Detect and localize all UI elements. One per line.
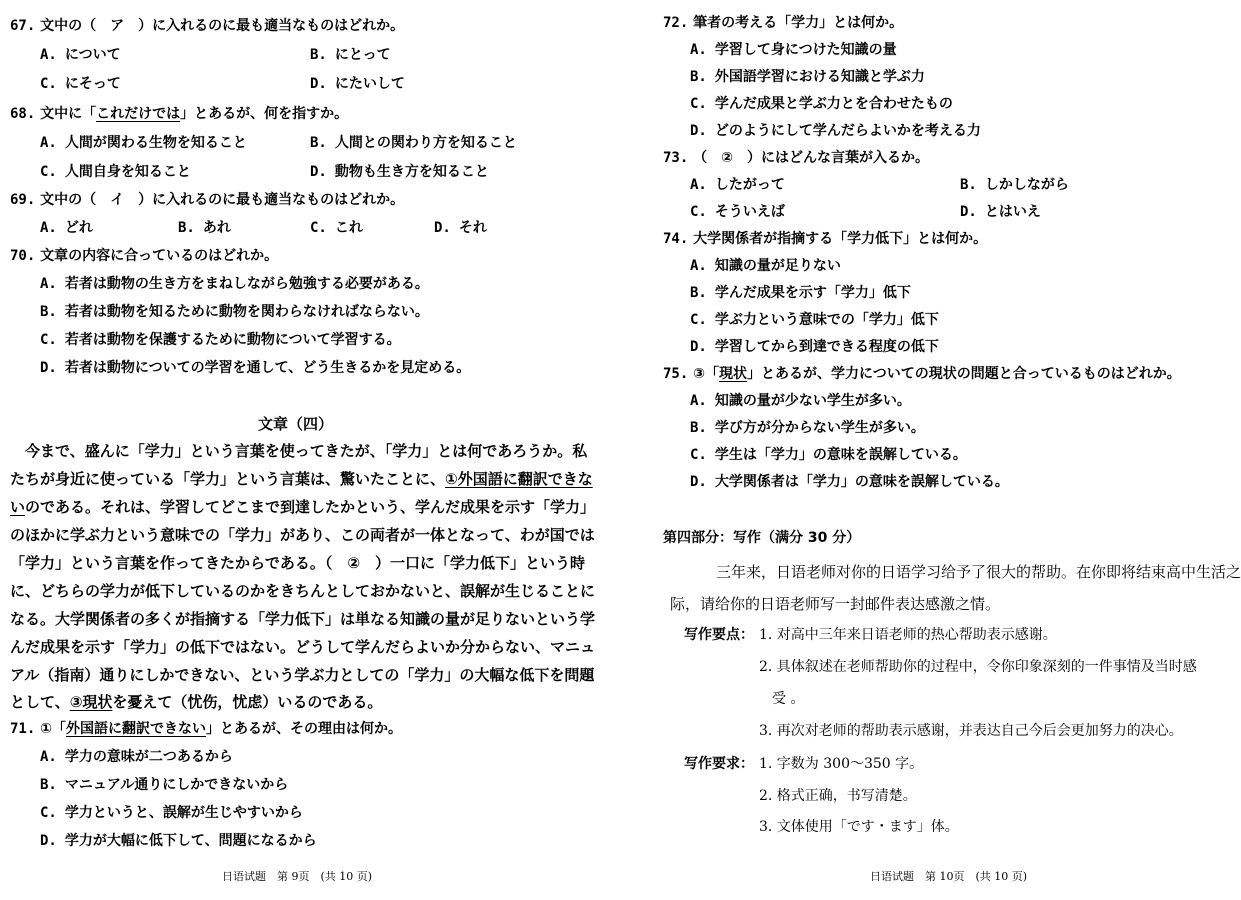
passage-line: 今まで、盛んに「学力」という言葉を使ってきたが、「学力」とは何であろうか。私 (10, 442, 588, 460)
point-item: 2. 具体叙述在老师帮助你的过程中，令你印象深刻的一件事情及当时感 (759, 659, 1197, 675)
option-71-c: C. 学力というと、誤解が生じやすいから (40, 805, 303, 821)
option-74-c: C. 学ぶ力という意味での「学力」低下 (690, 312, 939, 328)
question-67: 67. 文中の（ ア ）に入れるのに最も適当なものはどれか。 (10, 18, 405, 34)
option-67-a: A. について (40, 47, 121, 63)
option-70-b: B. 若者は動物を知るために動物を関わらなければならない。 (40, 304, 429, 320)
option-75-a: A. 知識の量が少ない学生が多い。 (690, 393, 911, 409)
passage-line: なる。大学関係者の多くが指摘する「学力低下」は単なる知識の量が足りないという学 (10, 610, 596, 628)
passage-line: んだ成果を示す「学力」の低下ではない。どうして学んだらよいか分からない、マニュ (10, 638, 596, 656)
prompt-line: 际，请给你的日语老师写一封邮件表达感激之情。 (670, 595, 1001, 613)
option-70-c: C. 若者は動物を保護するために動物について学習する。 (40, 332, 401, 348)
page-9 (0, 0, 620, 900)
option-70-a: A. 若者は動物の生き方をまねしながら勉強する必要がある。 (40, 276, 429, 292)
requirement-item: 1. 字数为 300～350 字。 (759, 756, 924, 772)
passage-line: として、③現状を憂えて（忧伤，忧虑）いるのである。 (10, 693, 383, 711)
option-67-d: D. にたいして (310, 76, 405, 92)
option-73-c: C. そういえば (690, 204, 785, 220)
option-72-a: A. 学習して身につけた知識の量 (690, 42, 897, 58)
option-68-d: D. 動物も生き方を知ること (310, 164, 489, 180)
question-74: 74. 大学関係者が指摘する「学力低下」とは何か。 (663, 231, 988, 247)
points-label: 写作要点： (684, 627, 754, 643)
question-68: 68. 文中に「これだけでは」とあるが、何を指すか。 (10, 106, 349, 122)
prompt-line: 三年来，日语老师对你的日语学习给予了很大的帮助。在你即将结束高中生活之 (716, 563, 1241, 581)
option-72-b: B. 外国語学習における知識と学ぶ力 (690, 69, 925, 85)
option-67-b: B. にとって (310, 47, 391, 63)
option-74-a: A. 知識の量が足りない (690, 258, 841, 274)
passage-line: のほかに学ぶ力という意味での「学力」があり、この両者が一体となって、わが国では (10, 526, 595, 544)
option-71-b: B. マニュアル通りにしかできないから (40, 777, 289, 793)
point-item: 1. 对高中三年来日语老师的热心帮助表示感谢。 (759, 627, 1057, 643)
passage-line: たちが身近に使っている「学力」という言葉は、驚いたことに、①外国語に翻訳できな (10, 470, 593, 488)
requirements-label: 写作要求： (684, 756, 754, 772)
question-70: 70. 文章の内容に合っているのはどれか。 (10, 248, 279, 264)
point-item: 3. 再次对老师的帮助表示感谢，并表达自己今后会更加努力的决心。 (759, 723, 1183, 739)
passage-title: 文章（四） (258, 415, 334, 433)
passage-line: いのである。それは、学習してどこまで到達したかという、学んだ成果を示す「学力」 (10, 498, 596, 516)
option-75-b: B. 学び方が分からない学生が多い。 (690, 420, 925, 436)
page-10 (620, 0, 1241, 900)
option-69-a: A. どれ (40, 220, 93, 236)
option-74-b: B. 学んだ成果を示す「学力」低下 (690, 285, 911, 301)
requirement-item: 3. 文体使用「です・ます」体。 (759, 819, 959, 835)
option-75-d: D. 大学関係者は「学力」の意味を誤解している。 (690, 474, 1009, 490)
option-75-c: C. 学生は「学力」の意味を誤解している。 (690, 447, 967, 463)
page-footer: 日语试题 第 9页 (共 10 页) (222, 870, 373, 883)
requirement-item: 2. 格式正确，书写清楚。 (759, 788, 917, 804)
option-67-c: C. にそって (40, 76, 121, 92)
option-68-b: B. 人間との関わり方を知ること (310, 135, 517, 151)
passage-line: アル（指南）通りにしかできない、という学ぶ力としての「学力」の大幅な低下を問題 (10, 666, 595, 684)
option-68-c: C. 人間自身を知ること (40, 164, 191, 180)
question-75: 75. ③「現状」とあるが、学力についての現状の問題と合っているものはどれか。 (663, 366, 1181, 382)
option-73-d: D. とはいえ (960, 204, 1041, 220)
option-71-a: A. 学力の意味が二つあるから (40, 749, 233, 765)
option-68-a: A. 人間が関わる生物を知ること (40, 135, 247, 151)
question-71: 71. ①「外国語に翻訳できない」とあるが、その理由は何か。 (10, 721, 403, 737)
option-73-a: A. したがって (690, 177, 785, 193)
passage-line: に、どちらの学力が低下しているのかをきちんとしておかないと、誤解が生じることに (10, 582, 596, 600)
option-72-d: D. どのようにして学んだらよいかを考える力 (690, 123, 981, 139)
question-73: 73. （ ② ）にはどんな言葉が入るか。 (663, 150, 930, 166)
section-heading: 第四部分：写作（满分 30 分） (663, 530, 861, 546)
option-69-d: D. それ (434, 220, 487, 236)
passage-line: 「学力」という言葉を作ってきたからである。（ ② ）一口に「学力低下」という時 (10, 554, 586, 572)
question-72: 72. 筆者の考える「学力」とは何か。 (663, 15, 904, 31)
point-item: 受 。 (772, 691, 805, 707)
option-71-d: D. 学力が大幅に低下して、問題になるから (40, 833, 317, 849)
option-74-d: D. 学習してから到達できる程度の低下 (690, 339, 939, 355)
question-69: 69. 文中の（ イ ）に入れるのに最も適当なものはどれか。 (10, 192, 405, 208)
option-72-c: C. 学んだ成果と学ぶ力とを合わせたもの (690, 96, 953, 112)
page-footer: 日语试题 第 10页 (共 10 页) (870, 870, 1028, 883)
option-69-c: C. これ (310, 220, 363, 236)
option-69-b: B. あれ (178, 220, 231, 236)
option-70-d: D. 若者は動物についての学習を通して、どう生きるかを見定める。 (40, 360, 471, 376)
option-73-b: B. しかしながら (960, 177, 1069, 193)
